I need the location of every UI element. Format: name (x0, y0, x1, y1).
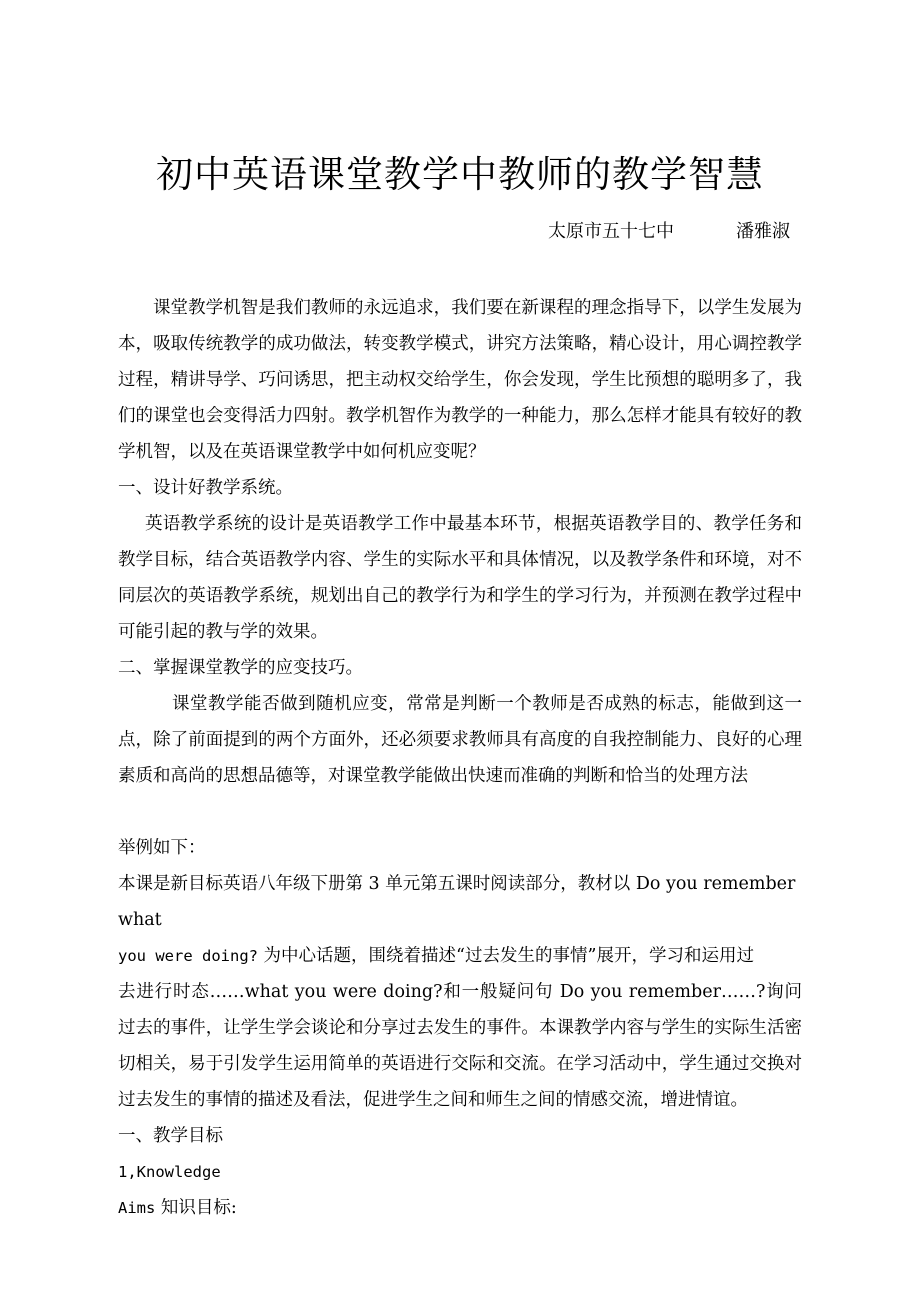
example-label: 举例如下： (118, 838, 206, 858)
knowledge-line: 1,Knowledge (118, 1163, 221, 1181)
author-byline (548, 218, 790, 246)
lesson-topic-rest: 为中心话题，围绕着描述“过去发生的事情”展开，学习和运用过 (257, 946, 754, 966)
author-name: 潘雅淑 (736, 221, 790, 242)
section-heading-goals: 一、教学目标 (118, 1126, 223, 1146)
intro-paragraph: 课堂教学机智是我们教师的永远追求，我们要在新课程的理念指导下，以学生发展为本，吸取传统教学的成功做法，转变教学模式，讲究方法策略，精心设计，用心调控教学过程，精讲导学、巧问诱思，把主动权交给学生，你会发现，学生比预想的聪明多了，我们的课堂也会变得活力四射。教学机智作为教学的一种能力，那么怎样才能具有较好的教学机智，以及在英语课堂教学中如何机应变呢？ (118, 298, 802, 462)
aims-line (118, 1190, 808, 1226)
lesson-paragraph: 去进行时态……what you were doing?和一般疑问句 Do you remember……?询问过去的事件，让学生学会谈论和分享过去发生的事件。本课教学内容与学生的实际生活密切相关，易于引发学生运用简单的英语进行交际和交流。在学习活动中，学生通过交换对过去发生的事情的描述及看法，促进学生之间和师生之间的情感交流，增进情谊。 (118, 982, 802, 1110)
section-heading-design: 一、设计好教学系统。 (118, 478, 293, 498)
lesson-line-3 (118, 938, 808, 974)
aims-mono: Aims (118, 1199, 156, 1217)
aims-rest: 知识目标: (155, 1198, 237, 1218)
adaptation-paragraph: 课堂教学能否做到随机应变，常常是判断一个教师是否成熟的标志，能做到这一点，除了前面提到的两个方面外，还必须要求教师具有高度的自我控制能力、良好的心理素质和高尚的思想品德等，对课堂教学能做出快速而准确的判断和恰当的处理方法 (118, 694, 802, 786)
lesson-line-2: what (118, 910, 162, 930)
author-school: 太原市五十七中 (548, 221, 674, 242)
document-title: 初中英语课堂教学中教师的教学智慧 (156, 153, 764, 196)
design-paragraph: 英语教学系统的设计是英语教学工作中最基本环节，根据英语教学目的、教学任务和教学目标，结合英语教学内容、学生的实际水平和具体情况，以及教学条件和环境，对不同层次的英语教学系统，规划出自己的教学行为和学生的学习行为，并预测在教学过程中可能引起的教与学的效果。 (118, 514, 802, 642)
section-heading-adaptation: 二、掌握课堂教学的应变技巧。 (118, 658, 363, 678)
lesson-topic-mono: you were doing? (118, 947, 258, 965)
lesson-line-1: 本课是新目标英语八年级下册第 3 单元第五课时阅读部分，教材以 Do you remember (118, 874, 796, 894)
